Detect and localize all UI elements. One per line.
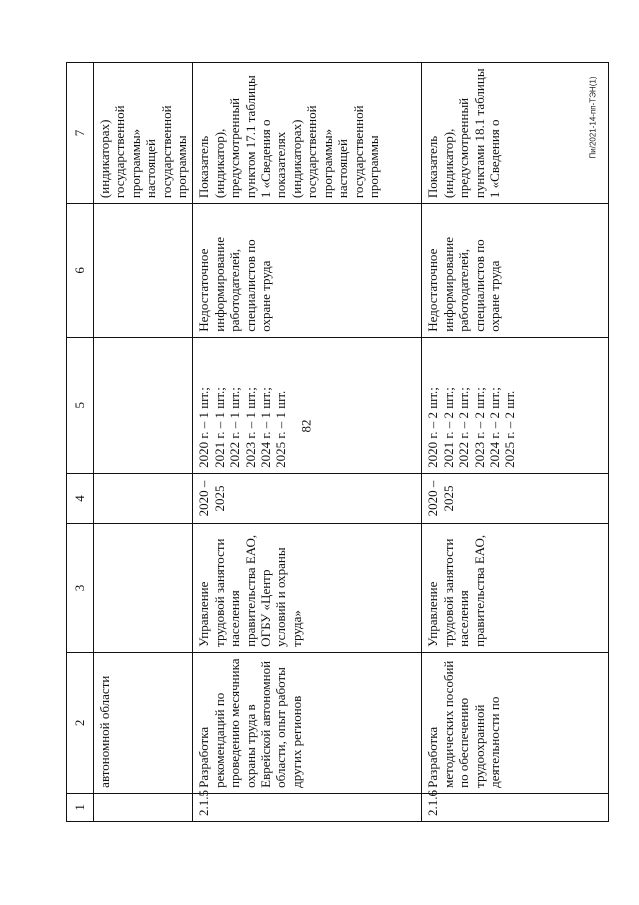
row-number xyxy=(94,793,193,821)
activity-cell: Разработка методических пособий по обеспечению трудоохранной деятельности по xyxy=(422,652,609,793)
document-code: Пи/2021-14-пп-ТЭН(1) xyxy=(588,76,598,159)
volume-line: 2025 г. – 1 шт. xyxy=(273,390,289,468)
row-number: 2.1.5 xyxy=(193,793,422,821)
volume-cell xyxy=(422,337,609,473)
period-cell: 2020 – 2025 xyxy=(193,473,422,523)
volume-line: 2024 г. – 2 шт.; xyxy=(487,387,503,468)
activity-cell: автономной области xyxy=(94,652,193,793)
volume-line: 2020 г. – 1 шт.; xyxy=(196,387,212,468)
header-col-4: 4 xyxy=(67,473,94,523)
header-col-3: 3 xyxy=(67,524,94,653)
table-row xyxy=(422,63,609,822)
table-row xyxy=(94,63,193,822)
header-col-2: 2 xyxy=(67,652,94,793)
row-number: 2.1.6 xyxy=(422,793,609,821)
volume-line: 2023 г. – 2 шт.; xyxy=(471,387,487,468)
problem-cell xyxy=(94,204,193,338)
indicator-cell: Показатель (индикатор), предусмотренный пунктами 18.1 таблицы 1 «Сведения о xyxy=(422,63,609,204)
activity-cell: Разработка рекомендаций по проведению месячника охраны труда в Еврейской автономной области, опыт работы других регионов xyxy=(193,652,422,793)
volume-line: 2021 г. – 2 шт.; xyxy=(440,387,456,468)
volume-line: 2020 г. – 2 шт.; xyxy=(425,387,441,468)
period-cell: 2020 – 2025 xyxy=(422,473,609,523)
executor-cell xyxy=(94,524,193,653)
problem-cell: Недостаточное информирование работодателей, специалистов по охране труда xyxy=(422,204,609,338)
table-container xyxy=(66,62,622,822)
header-col-6: 6 xyxy=(67,204,94,338)
volume-line: 2022 г. – 2 шт.; xyxy=(456,387,472,468)
volume-cell xyxy=(193,337,422,473)
table-row xyxy=(193,63,422,822)
indicator-cell: Показатель (индикатор), предусмотренный пунктом 17.1 таблицы 1 «Сведения о показателях (индикаторах) государственной программы» настоящей государственной программы xyxy=(193,63,422,204)
header-col-7: 7 xyxy=(67,63,94,204)
volume-line: 2021 г. – 1 шт.; xyxy=(211,387,227,468)
header-col-1: 1 xyxy=(67,793,94,821)
program-table xyxy=(66,62,609,822)
executor-cell: Управление трудовой занятости населения правительства ЕАО, xyxy=(422,524,609,653)
indicator-cell: (индикаторах) государственной программы» настоящей государственной программы xyxy=(94,63,193,204)
table-header-row xyxy=(67,63,94,822)
volume-line: 2024 г. – 1 шт.; xyxy=(258,387,274,468)
volume-line: 2025 г. – 2 шт. xyxy=(502,390,518,468)
period-cell xyxy=(94,473,193,523)
volume-line: 2022 г. – 1 шт.; xyxy=(227,387,243,468)
volume-line: 2023 г. – 1 шт.; xyxy=(242,387,258,468)
volume-cell xyxy=(94,337,193,473)
page-number: 82 xyxy=(298,419,314,433)
executor-cell: Управление трудовой занятости населения правительства ЕАО, ОГБУ «Центр условий и охраны труда» xyxy=(193,524,422,653)
header-col-5: 5 xyxy=(67,337,94,473)
problem-cell: Недостаточное информирование работодателей, специалистов по охране труда xyxy=(193,204,422,338)
